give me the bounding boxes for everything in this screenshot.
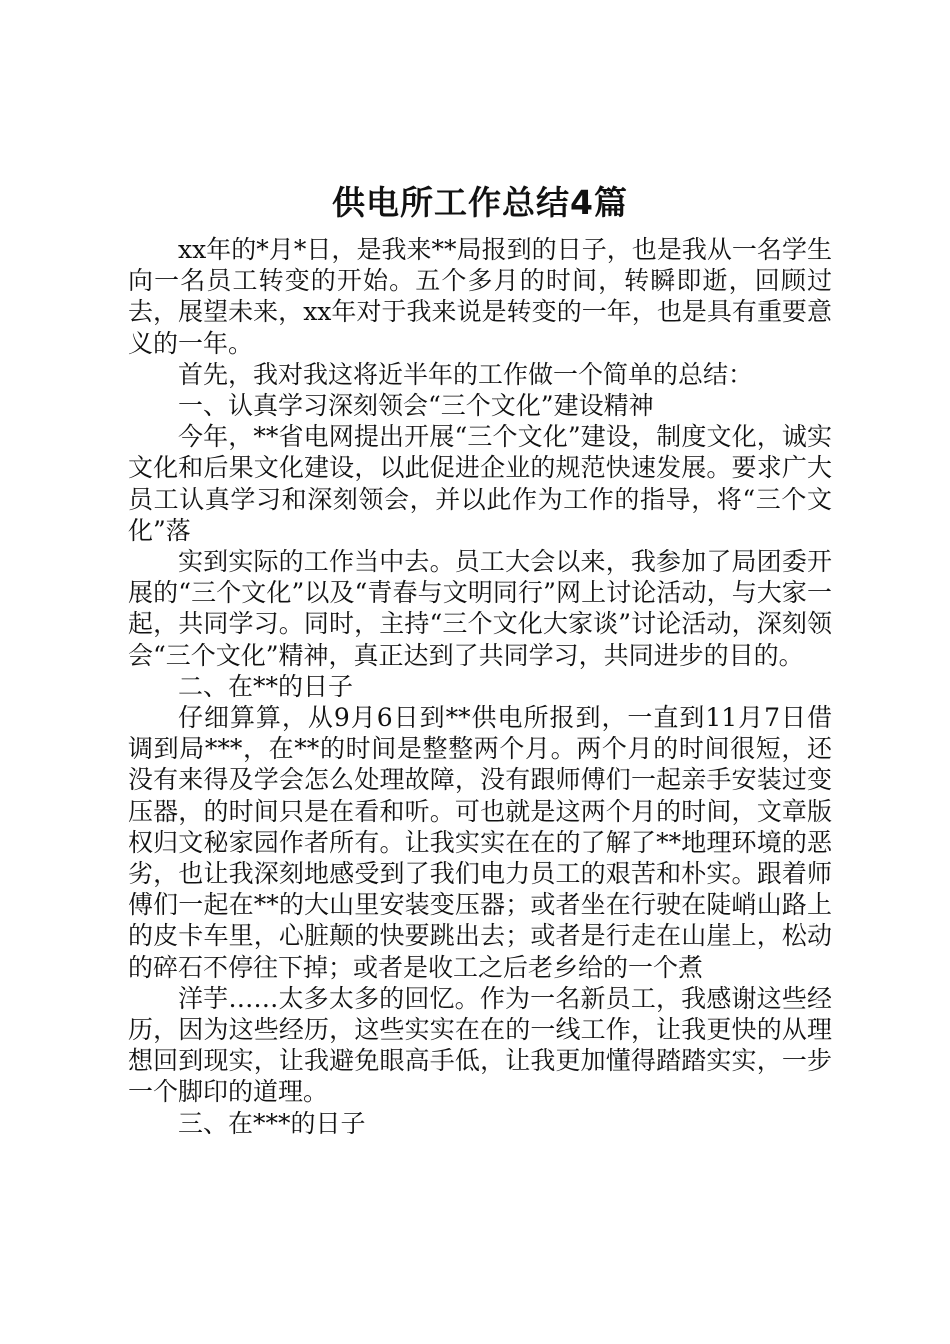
- section-heading: 二、在**的日子: [178, 671, 354, 701]
- document-title: 供电所工作总结4篇: [332, 183, 628, 222]
- paragraph: 实到实际的工作当中去。员工大会以来，我参加了局团委开展的“三个文化”以及“青春与文明同行”网上讨论活动，与大家一起，共同学习。同时，主持“三个文化大家谈”讨论活动，深刻领会“三个文化”精神，真正达到了共同学习，共同进步的目的。: [128, 547, 832, 670]
- paragraph: 首先，我对我这将近半年的工作做一个简单的总结：: [178, 359, 754, 389]
- paragraph: xx年的*月*日，是我来**局报到的日子，也是我从一名学生向一名员工转变的开始。五个多月的时间，转瞬即逝，回顾过去，展望未来，xx年对于我来说是转变的一年，也是具有重要意义的一年。: [128, 235, 832, 358]
- section-heading: 三、在***的日子: [178, 1108, 366, 1138]
- section-heading: 一、认真学习深刻领会“三个文化”建设精神: [178, 391, 654, 421]
- document-page: [128, 178, 832, 1139]
- paragraph: 洋芋……太多太多的回忆。作为一名新员工，我感谢这些经历，因为这些经历，这些实实在在的一线工作，让我更快的从理想回到现实，让我避免眼高手低，让我更加懂得踏踏实实，一步一个脚印的道理。: [128, 983, 832, 1107]
- paragraph: 仔细算算，从9月6日到**供电所报到，一直到11月7日借调到局***，在**的时间是整整两个月。两个月的时间很短，还没有来得及学会怎么处理故障，没有跟师傅们一起亲手安装过变压器，的时间只是在看和听。可也就是这两个月的时间，文章版权归文秘家园作者所有。让我实实在在的了解了**地理环境的恶劣，也让我深刻地感受到了我们电力员工的艰苦和朴实。跟着师傅们一起在**的大山里安装变压器；或者坐在行驶在陡峭山路上的皮卡车里，心脏颠的快要跳出去；或者是行走在山崖上，松动的碎石不停往下掉；或者是收工之后老乡给的一个煮: [128, 703, 832, 982]
- paragraph: 今年，**省电网提出开展“三个文化”建设，制度文化，诚实文化和后果文化建设，以此促进企业的规范快速发展。要求广大员工认真学习和深刻领会，并以此作为工作的指导，将“三个文化”落: [128, 422, 832, 545]
